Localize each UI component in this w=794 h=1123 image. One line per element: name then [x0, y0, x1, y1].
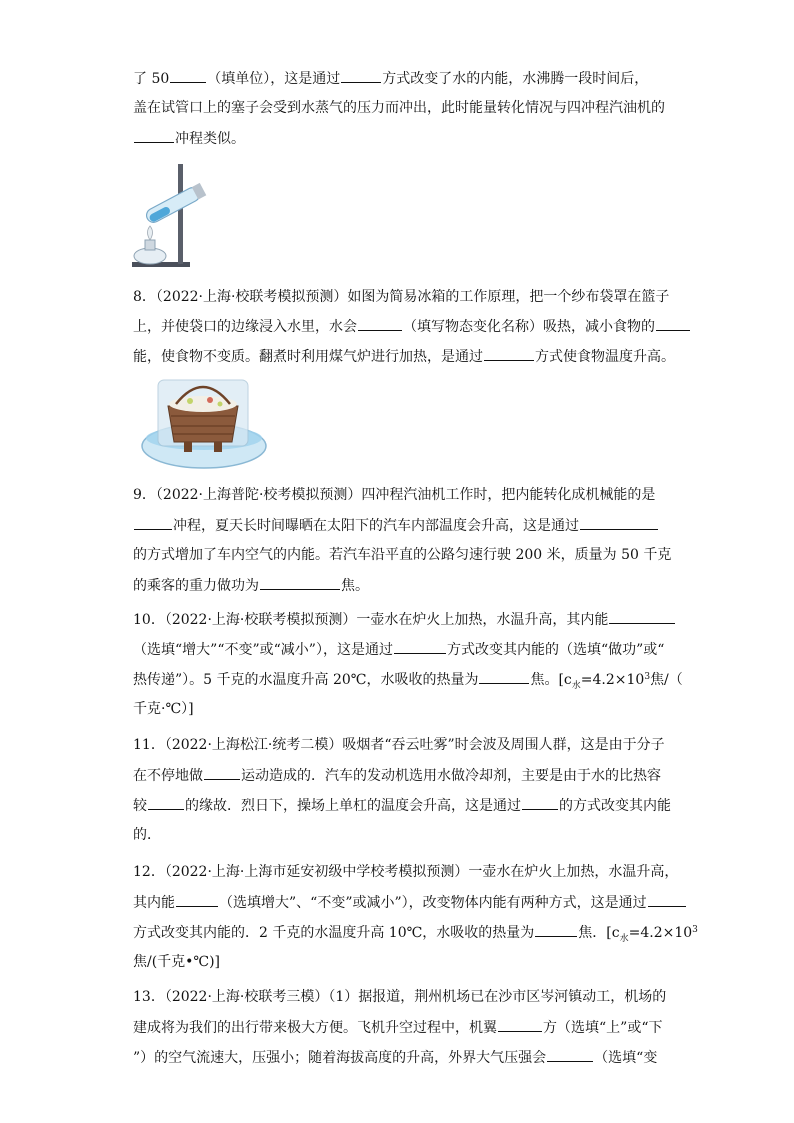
question-12-line-1: 12．（2022·上海·上海市延安初级中学校考模拟预测）一壶水在炉火上加热，水温升高，	[133, 864, 679, 880]
answer-blank[interactable]	[134, 128, 174, 143]
text-span: （填写物态变化名称）吸热，减小食物的	[403, 319, 655, 335]
answer-blank[interactable]	[148, 795, 184, 810]
text-span: 冲程，夏天长时间曝晒在太阳下的汽车内部温度会升高，这是通过	[173, 518, 579, 534]
text-span: 较	[133, 798, 147, 814]
text-span: 在不停地做	[133, 768, 203, 784]
answer-blank[interactable]	[498, 1017, 542, 1032]
text-line	[133, 639, 664, 660]
text-line	[133, 765, 661, 786]
subscript: 水	[619, 934, 629, 944]
answer-blank[interactable]	[479, 669, 529, 684]
text-span: 焦。[c	[530, 672, 572, 688]
simple-fridge-figure	[138, 376, 270, 476]
subscript: 水	[571, 681, 581, 691]
text-line	[133, 128, 245, 149]
text-line	[133, 922, 698, 945]
answer-blank[interactable]	[484, 346, 534, 361]
text-span: 10．（2022·上海·校联考模拟预测）一壶水在炉火上加热，水温升高，其内能	[133, 612, 609, 628]
text-span: （选填增大”、“不变”或减小”），改变物体内能有两种方式，这是通过	[219, 895, 647, 911]
text-span: 方式改变其内能的．2 千克的水温度升高 10℃，水吸收的热量为	[133, 925, 535, 941]
text-line	[133, 346, 675, 367]
question-9-line-1: 9．（2022·上海普陀·校考模拟预测）四冲程汽油机工作时，把内能转化成机械能的是	[133, 487, 656, 503]
answer-blank[interactable]	[522, 795, 558, 810]
text-span: （选填“变	[594, 1050, 658, 1066]
text-line: 的方式增加了车内空气的内能。若汽车沿平直的公路匀速行驶 200 米，质量为 50 千克	[133, 547, 672, 563]
text-line: 千克·℃）]	[133, 701, 194, 717]
text-line	[133, 515, 659, 536]
answer-blank[interactable]	[580, 515, 658, 530]
superscript: 3	[644, 672, 651, 682]
text-span: 焦．[c	[578, 925, 620, 941]
text-span: 了 50	[133, 71, 170, 87]
text-line	[133, 575, 369, 596]
question-13-line-1: 13．（2022·上海·校联考三模）（1）据报道，荆州机场已在沙市区岑河镇动工，机场的	[133, 989, 667, 1005]
text-line	[133, 1017, 662, 1038]
answer-blank[interactable]	[358, 316, 402, 331]
text-span: 方式改变其内能的（选填“做功”或“	[446, 642, 665, 658]
answer-blank[interactable]	[648, 892, 686, 907]
answer-blank[interactable]	[204, 765, 240, 780]
text-line	[133, 316, 691, 337]
text-span: 能，使食物不变质。翻煮时利用煤气炉进行加热，是通过	[133, 349, 483, 365]
text-line	[133, 669, 683, 692]
text-span: 其内能	[133, 895, 175, 911]
text-span: 热传递”）。5 千克的水温度升高 20℃，水吸收的热量为	[133, 672, 479, 688]
text-span: ”）的空气流速大，压强小；随着海拔高度的升高，外界大气压强会	[133, 1050, 547, 1066]
text-span: （选填“增大”“不变”或“减小”），这是通过	[133, 642, 393, 658]
text-span: 上，并使袋口的边缘浸入水里，水会	[133, 319, 357, 335]
text-span: 运动造成的．汽车的发动机选用水做冷却剂，主要是由于水的比热容	[241, 768, 661, 784]
text-span: 焦。	[341, 578, 369, 594]
text-span: =4.2×10	[580, 672, 645, 688]
text-span: =4.2×10	[628, 925, 693, 941]
text-line: 的．	[133, 827, 161, 843]
answer-blank[interactable]	[170, 68, 206, 83]
answer-blank[interactable]	[609, 609, 675, 624]
answer-blank[interactable]	[547, 1047, 593, 1062]
text-span: 方式使食物温度升高。	[535, 349, 675, 365]
answer-blank[interactable]	[260, 575, 340, 590]
superscript: 3	[692, 925, 698, 935]
answer-blank[interactable]	[134, 515, 172, 530]
text-span: 的缘故．烈日下，操场上单杠的温度会升高，这是通过	[185, 798, 521, 814]
text-line: 焦/(千克•℃)]	[133, 954, 221, 970]
text-span: 建成将为我们的出行带来极大方便。飞机升空过程中，机翼	[133, 1020, 497, 1036]
test-tube-apparatus-figure	[128, 160, 218, 270]
text-span: 方（选填“上”或“下	[543, 1020, 663, 1036]
text-span: 的方式改变其内能	[559, 798, 671, 814]
question-11-line-1: 11．（2022·上海松江·统考二模）吸烟者“吞云吐雾”时会波及周围人群，这是由于分子	[133, 737, 665, 753]
text-line	[133, 795, 671, 816]
text-span: （填单位），这是通过	[207, 71, 341, 87]
answer-blank[interactable]	[176, 892, 218, 907]
text-span: 方式改变了水的内能，水沸腾一段时间后，	[382, 71, 649, 87]
text-span: 冲程类似。	[175, 131, 245, 147]
text-line	[133, 609, 676, 630]
text-line: 盖在试管口上的塞子会受到水蒸气的压力而冲出，此时能量转化情况与四冲程汽油机的	[133, 100, 665, 116]
question-8-line-1: 8．（2022·上海·校联考模拟预测）如图为简易冰箱的工作原理，把一个纱布袋罩在篮子	[133, 289, 670, 305]
answer-blank[interactable]	[394, 639, 446, 654]
answer-blank[interactable]	[341, 68, 381, 83]
text-line	[133, 68, 648, 89]
text-span: 的乘客的重力做功为	[133, 578, 259, 594]
text-span: 焦/（	[650, 672, 683, 688]
answer-blank[interactable]	[656, 316, 690, 331]
text-line	[133, 892, 687, 913]
answer-blank[interactable]	[535, 922, 577, 937]
text-line	[133, 1047, 657, 1068]
